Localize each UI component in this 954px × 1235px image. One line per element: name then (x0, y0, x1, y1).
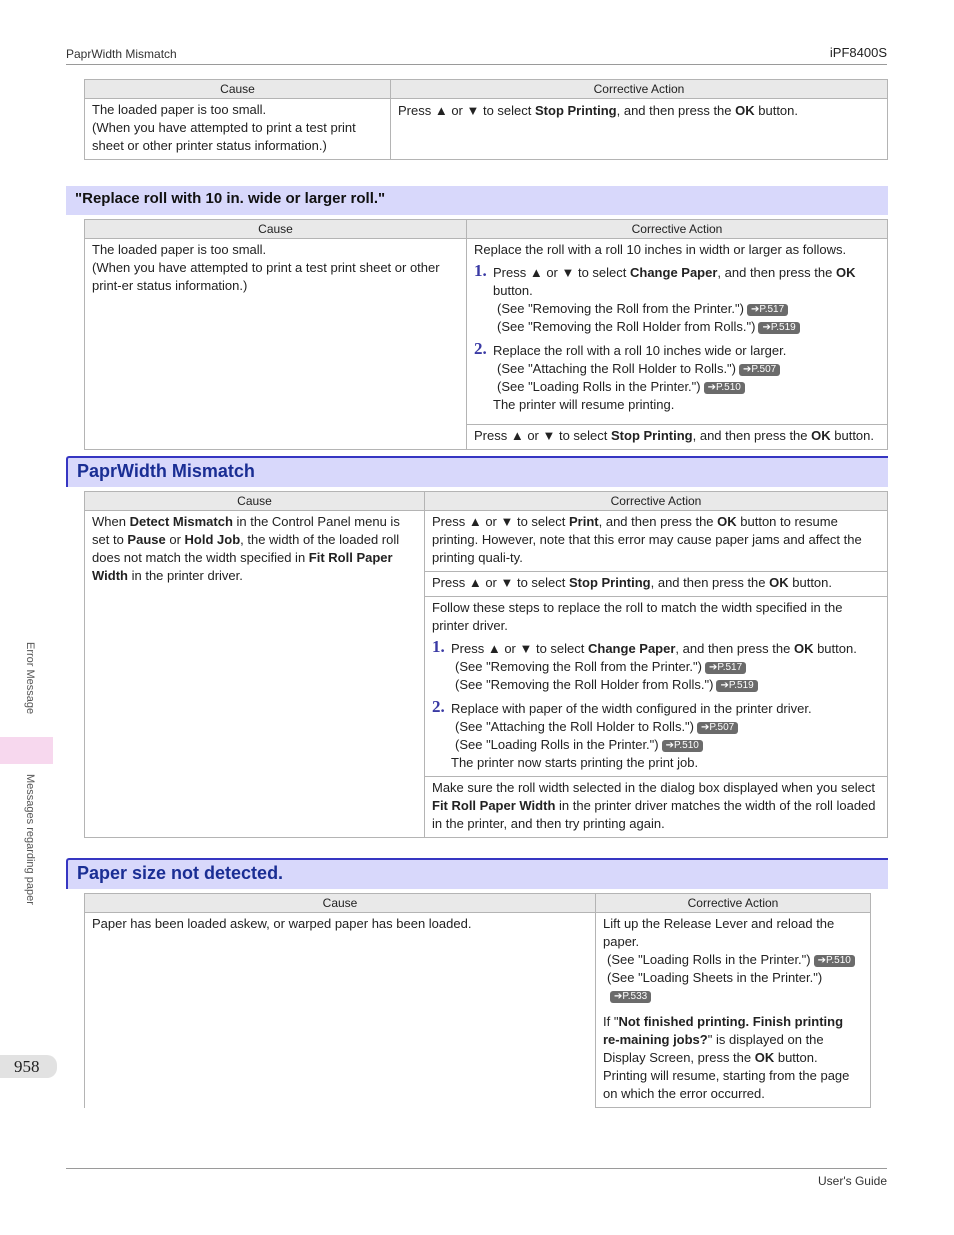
menu-item-ref: Stop Printing (611, 428, 693, 443)
reference-text: (See "Loading Rolls in the Printer.") (607, 952, 811, 967)
footer-divider (66, 1168, 887, 1169)
reference-line (451, 676, 880, 694)
step-result: The printer now starts printing the print job. (451, 755, 699, 770)
reference-line (451, 718, 880, 736)
action-text: , and then press the (650, 575, 770, 590)
action-cell (425, 597, 888, 777)
section-title: PaprWidth Mismatch (77, 461, 255, 481)
table-row (85, 913, 871, 1108)
table-previous-error (84, 79, 888, 160)
section-title: Paper size not detected. (77, 863, 284, 883)
reference-line (493, 360, 880, 378)
action-cell (425, 511, 888, 572)
cause-detail: (When you have attempted to print a test print sheet or other print-er status information.) (92, 260, 440, 293)
action-cell (596, 913, 871, 1108)
running-header-model: iPF8400S (829, 45, 887, 60)
action-cell (467, 425, 888, 450)
action-intro: Follow these steps to replace the roll to match the width specified in the printer driver. (432, 600, 843, 633)
setting-ref: Fit Roll Paper Width (432, 798, 556, 813)
reference-text: (See "Loading Sheets in the Printer.") (607, 970, 823, 985)
message-ref: Not finished printing. Finish printing re-maining jobs? (603, 1014, 844, 1047)
button-ref: OK (754, 1050, 775, 1065)
action-text: , and then press the (598, 514, 718, 529)
col-header-action: Corrective Action (391, 80, 888, 99)
cause-text: Paper has been loaded askew, or warped paper has been loaded. (92, 916, 472, 931)
cause-text: When (92, 514, 130, 529)
table-paper-size-not-detected (84, 893, 871, 1108)
col-header-cause: Cause (85, 894, 596, 913)
action-text: button. (788, 575, 833, 590)
page-link[interactable]: ➔P.510 (662, 740, 703, 752)
section-heading-paper-size-not-detected (66, 858, 888, 889)
section-title: "Replace roll with 10 in. wide or larger roll." (75, 190, 386, 207)
table-row (85, 511, 888, 572)
step-text: Press ▲ or ▼ to select (451, 641, 588, 656)
spacer (603, 1005, 863, 1013)
reference-text: (See "Removing the Roll from the Printer.") (497, 301, 744, 316)
page-link[interactable]: ➔P.510 (814, 955, 855, 967)
action-text (603, 1013, 863, 1067)
menu-item-ref: Stop Printing (535, 103, 617, 118)
menu-item-ref: Print (569, 514, 599, 529)
button-ref: OK (811, 428, 831, 443)
col-header-cause: Cause (85, 220, 467, 239)
running-header-section: PaprWidth Mismatch (66, 47, 177, 61)
action-text: " is displayed on the Display Screen, press the (603, 1032, 824, 1065)
reference-text: (See "Loading Rolls in the Printer.") (455, 737, 659, 752)
reference-text: (See "Attaching the Roll Holder to Rolls.") (455, 719, 695, 734)
col-header-action: Corrective Action (596, 894, 871, 913)
page-link[interactable]: ➔P.519 (716, 680, 757, 692)
reference-line (493, 378, 880, 396)
page-link[interactable]: ➔P.507 (697, 722, 738, 734)
action-text: Press ▲ or ▼ to select (432, 514, 569, 529)
action-cell (467, 239, 888, 425)
step-text: Replace with paper of the width configured in the printer driver. (451, 701, 812, 716)
header-divider (66, 64, 887, 65)
col-header-action: Corrective Action (425, 492, 888, 511)
step-text: , and then press the (675, 641, 794, 656)
reference-text: (See "Attaching the Roll Holder to Rolls.") (497, 361, 737, 376)
menu-item-ref: Change Paper (630, 265, 718, 280)
reference-line (451, 736, 880, 754)
action-cell (391, 99, 888, 160)
reference-line (603, 969, 863, 1005)
menu-item-ref: Stop Printing (569, 575, 651, 590)
section-heading-paprwidth-mismatch (66, 456, 888, 487)
action-intro: Replace the roll with a roll 10 inches in width or larger as follows. (474, 242, 847, 257)
page-link[interactable]: ➔P.507 (739, 364, 780, 376)
table-row (85, 239, 888, 425)
cause-text: , the width of the loaded roll does not match the width specified in (92, 532, 400, 565)
action-text: in the printer driver matches the width of the roll loaded in the printer, and then try printing again. (432, 798, 876, 831)
page-link[interactable]: ➔P.517 (705, 662, 746, 674)
cause-cell (85, 511, 425, 838)
button-ref: OK (717, 514, 737, 529)
reference-line (603, 951, 863, 969)
cause-text: in the Control Panel menu is set to (92, 514, 400, 547)
reference-line (493, 318, 880, 336)
step-result: The printer will resume printing. (493, 397, 675, 412)
side-tab-messages-paper[interactable]: Messages regarding paper (24, 774, 36, 905)
cause-cell (85, 913, 596, 1108)
action-text: , and then press the (616, 103, 736, 118)
step-text: Replace the roll with a roll 10 inches wide or larger. (493, 343, 787, 358)
step-number: 1. (474, 261, 487, 280)
step-text: , and then press the (717, 265, 836, 280)
step-number: 1. (432, 637, 445, 656)
step-item (432, 697, 880, 772)
table-paprwidth-mismatch (84, 491, 888, 838)
cause-cell (85, 239, 467, 450)
table-replace-roll (84, 219, 888, 450)
step-item (474, 339, 880, 414)
action-text: Press ▲ or ▼ to select (432, 575, 569, 590)
action-cell (425, 777, 888, 838)
menu-item-ref: Detect Mismatch (129, 514, 233, 529)
action-text: Press ▲ or ▼ to select (474, 428, 611, 443)
reference-text: (See "Removing the Roll Holder from Rolls.") (497, 319, 756, 334)
button-ref: OK (835, 265, 856, 280)
page-link[interactable]: ➔P.519 (758, 322, 799, 334)
action-text: Make sure the roll width selected in the dialog box displayed when you select (432, 780, 875, 795)
footer-guide-title: User's Guide (818, 1174, 887, 1188)
button-ref: OK (793, 641, 814, 656)
menu-item-ref: Change Paper (588, 641, 676, 656)
reference-text: (See "Removing the Roll Holder from Rolls.") (455, 677, 714, 692)
action-text: button to resume printing. However, note that this error may cause paper jams and affect the printing quali-ty. (432, 514, 862, 565)
page-number: 958 (0, 1055, 57, 1078)
setting-ref: Fit Roll Paper Width (92, 550, 393, 583)
step-item (474, 261, 880, 336)
action-text: , and then press the (692, 428, 812, 443)
cause-text: or (165, 532, 185, 547)
action-cell (425, 572, 888, 597)
cause-detail: (When you have attempted to print a test print sheet or other printer status information.) (92, 120, 356, 153)
step-text: Press ▲ or ▼ to select (493, 265, 630, 280)
cause-text: The loaded paper is too small. (92, 102, 267, 117)
action-text: Lift up the Release Lever and reload the paper. (603, 916, 835, 949)
page-link[interactable]: ➔P.510 (704, 382, 745, 394)
step-list (432, 637, 880, 772)
cause-text: The loaded paper is too small. (92, 242, 267, 257)
reference-line (493, 300, 880, 318)
cause-cell (85, 99, 391, 160)
step-number: 2. (474, 339, 487, 358)
page-link[interactable]: ➔P.533 (610, 991, 651, 1003)
button-ref: OK (769, 575, 789, 590)
button-ref: OK (735, 103, 755, 118)
step-number: 2. (432, 697, 445, 716)
step-item (432, 637, 880, 694)
step-text: button. (493, 283, 533, 298)
section-heading-replace-roll (66, 186, 888, 215)
reference-text: (See "Removing the Roll from the Printer.") (455, 659, 702, 674)
table-row (85, 99, 888, 160)
step-text: button. (813, 641, 857, 656)
reference-line (451, 658, 880, 676)
action-text: button. (754, 103, 799, 118)
action-result: Printing will resume, starting from the page on which the error occurred. (603, 1068, 850, 1101)
side-tab-error-message[interactable]: Error Message (24, 642, 36, 715)
col-header-action: Corrective Action (467, 220, 888, 239)
col-header-cause: Cause (85, 492, 425, 511)
col-header-cause: Cause (85, 80, 391, 99)
side-tab-highlight (0, 737, 53, 764)
setting-ref: Pause (127, 532, 166, 547)
action-text: Press ▲ or ▼ to select (398, 103, 535, 118)
setting-ref: Hold Job (184, 532, 241, 547)
cause-text: in the printer driver. (127, 568, 243, 583)
reference-text: (See "Loading Rolls in the Printer.") (497, 379, 701, 394)
action-text: button. (774, 1050, 818, 1065)
step-list (474, 261, 880, 414)
action-text: If " (603, 1014, 619, 1029)
page-link[interactable]: ➔P.517 (747, 304, 788, 316)
action-text: button. (830, 428, 875, 443)
